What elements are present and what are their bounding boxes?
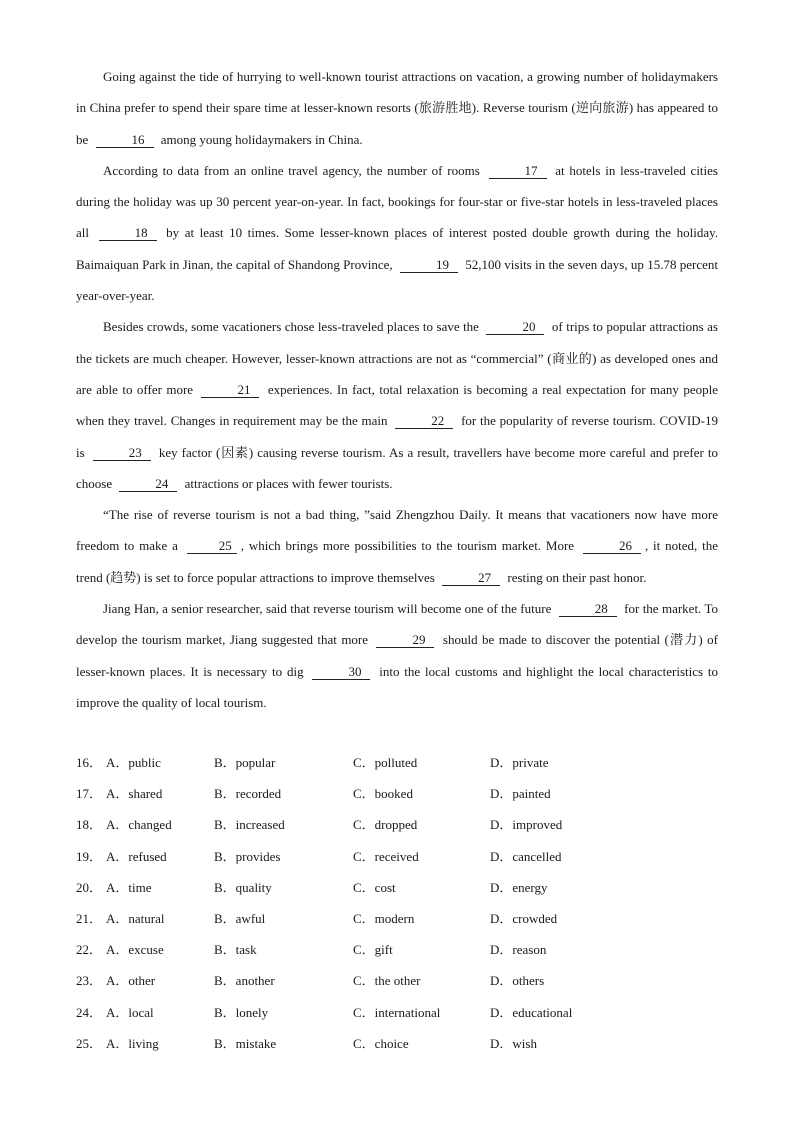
question-row-24 bbox=[76, 997, 726, 1028]
blank-22: 22 bbox=[395, 414, 453, 429]
option-c: C．received bbox=[353, 848, 419, 864]
question-number: 24． bbox=[76, 1004, 103, 1020]
option-d: D．others bbox=[490, 973, 545, 989]
blank-21: 21 bbox=[201, 383, 259, 398]
blank-23: 23 bbox=[93, 446, 151, 461]
option-b: B．quality bbox=[214, 879, 272, 895]
option-a: A．natural bbox=[106, 910, 165, 926]
question-number: 19． bbox=[76, 848, 103, 864]
question-row-19 bbox=[76, 841, 726, 872]
option-c: C．polluted bbox=[353, 755, 418, 770]
paragraph-1 bbox=[76, 61, 718, 155]
option-a: A．refused bbox=[106, 848, 167, 864]
blank-29: 29 bbox=[376, 633, 434, 648]
option-b: B．another bbox=[214, 973, 275, 989]
option-d: D．wish bbox=[490, 1035, 537, 1051]
question-number: 22． bbox=[76, 942, 103, 958]
cloze-passage bbox=[76, 61, 718, 718]
passage-text: , which brings more possibilities to the tourism market. More bbox=[240, 538, 579, 554]
option-a: A．local bbox=[106, 1004, 154, 1020]
question-number: 23． bbox=[76, 973, 103, 989]
option-b: B．lonely bbox=[214, 1004, 269, 1020]
option-c: C．choice bbox=[353, 1035, 409, 1051]
paragraph-5 bbox=[76, 593, 718, 718]
passage-text: for the popularity of reverse tourism. COVID-19 is bbox=[76, 413, 718, 460]
passage-text: attractions or places with fewer tourists. bbox=[181, 475, 393, 491]
question-number: 21． bbox=[76, 910, 103, 926]
option-d: D．reason bbox=[490, 942, 547, 958]
option-c: C．international bbox=[353, 1004, 441, 1020]
option-d: D．crowded bbox=[490, 910, 558, 926]
question-number: 17． bbox=[76, 786, 103, 802]
passage-text: of trips to popular attractions as the tickets are much cheaper. However, lesser-known attractions are not as “commercial” (商业的) as developed ones and are able to offer more bbox=[76, 319, 718, 397]
passage-text: by at least 10 times. Some lesser-known places of interest posted double growth during the holiday. Baimaiquan Park in Jinan, the capital of Shandong Province, bbox=[76, 225, 718, 272]
option-a: A．shared bbox=[106, 786, 163, 802]
option-b: B．mistake bbox=[214, 1035, 277, 1051]
blank-30: 30 bbox=[312, 665, 370, 680]
blank-18: 18 bbox=[99, 226, 157, 241]
answer-options bbox=[76, 747, 726, 1059]
passage-text: According to data from an online travel agency, the number of rooms bbox=[103, 162, 485, 178]
option-c: C．gift bbox=[353, 942, 393, 958]
option-b: B．increased bbox=[214, 817, 285, 833]
blank-27: 27 bbox=[442, 571, 500, 586]
option-a: A．public bbox=[106, 755, 161, 770]
passage-text: Besides crowds, some vacationers chose less-traveled places to save the bbox=[103, 319, 483, 335]
passage-text: 52,100 visits in the seven days, up 15.78 percent year-over-year. bbox=[76, 256, 718, 304]
question-row-25 bbox=[76, 1028, 726, 1059]
option-b: B．provides bbox=[214, 848, 281, 864]
option-a: A．time bbox=[106, 879, 152, 895]
passage-text: , it noted, the trend (趋势) is set to force popular attractions to improve themselves bbox=[76, 538, 718, 585]
option-d: D．improved bbox=[490, 817, 563, 833]
question-number: 18． bbox=[76, 817, 103, 833]
passage-text: should be made to discover the potential (潜力) of lesser-known places. It is necessary to dig bbox=[76, 632, 718, 679]
blank-26: 26 bbox=[583, 539, 641, 554]
option-b: B．popular bbox=[214, 755, 276, 770]
blank-25: 25 bbox=[187, 539, 237, 554]
option-c: C．the other bbox=[353, 973, 421, 989]
option-a: A．excuse bbox=[106, 942, 164, 958]
blank-19: 19 bbox=[400, 258, 458, 273]
blank-28: 28 bbox=[559, 602, 617, 617]
paragraph-4 bbox=[76, 499, 718, 593]
option-b: B．recorded bbox=[214, 786, 282, 802]
passage-text: Jiang Han, a senior researcher, said that reverse tourism will become one of the future bbox=[103, 601, 555, 617]
passage-text: for the market. To develop the tourism market, Jiang suggested that more bbox=[76, 601, 718, 648]
question-number: 16． bbox=[76, 755, 103, 770]
passage-text: key factor (因素) causing reverse tourism. As a result, travellers have become more careful and prefer to choose bbox=[76, 444, 719, 491]
option-d: D．private bbox=[490, 755, 549, 770]
question-row-22 bbox=[76, 934, 726, 965]
option-a: A．living bbox=[106, 1035, 159, 1051]
paragraph-3 bbox=[76, 311, 718, 499]
question-number: 25． bbox=[76, 1035, 103, 1051]
question-row-18 bbox=[76, 809, 726, 840]
option-c: C．cost bbox=[353, 879, 396, 895]
passage-text: resting on their past honor. bbox=[504, 569, 647, 585]
question-number: 20． bbox=[76, 879, 103, 895]
question-row-23 bbox=[76, 965, 726, 996]
question-row-17 bbox=[76, 778, 726, 809]
passage-text: experiences. In fact, total relaxation is becoming a real expectation for many people when they travel. Changes in requirement may be the main bbox=[76, 381, 718, 429]
question-row-16 bbox=[76, 747, 726, 778]
passage-text: among young holidaymakers in China. bbox=[157, 131, 363, 147]
passage-text: Going against the tide of hurrying to well-known tourist attractions on vacation, a growing number of holidaymakers in China prefer to spend their spare time at lesser-known resorts (旅游胜地). Reverse tourism (逆向旅游) has appeared to be bbox=[76, 69, 718, 147]
option-a: A．other bbox=[106, 973, 156, 989]
blank-17: 17 bbox=[489, 164, 547, 179]
option-d: D．painted bbox=[490, 786, 551, 802]
option-c: C．modern bbox=[353, 910, 415, 926]
passage-text: “The rise of reverse tourism is not a bad thing, ”said Zhengzhou Daily. It means that vacationers now have more freedom to make a bbox=[76, 507, 718, 554]
passage-text: at hotels in less-traveled cities during the holiday was up 30 percent year-on-year. In fact, bookings for four-star or five-star hotels in less-traveled places all bbox=[76, 162, 718, 241]
option-b: B．task bbox=[214, 942, 257, 958]
option-d: D．educational bbox=[490, 1004, 573, 1020]
option-d: D．cancelled bbox=[490, 848, 562, 864]
question-row-20 bbox=[76, 872, 726, 903]
option-d: D．energy bbox=[490, 879, 548, 895]
option-c: C．booked bbox=[353, 786, 413, 802]
passage-text: into the local customs and highlight the local characteristics to improve the quality of local tourism. bbox=[76, 663, 718, 710]
question-row-21 bbox=[76, 903, 726, 934]
blank-16: 16 bbox=[96, 133, 154, 148]
blank-24: 24 bbox=[119, 477, 177, 492]
option-b: B．awful bbox=[214, 910, 266, 926]
option-a: A．changed bbox=[106, 817, 172, 833]
blank-20: 20 bbox=[486, 320, 544, 335]
paragraph-2 bbox=[76, 155, 718, 311]
option-c: C．dropped bbox=[353, 817, 418, 833]
